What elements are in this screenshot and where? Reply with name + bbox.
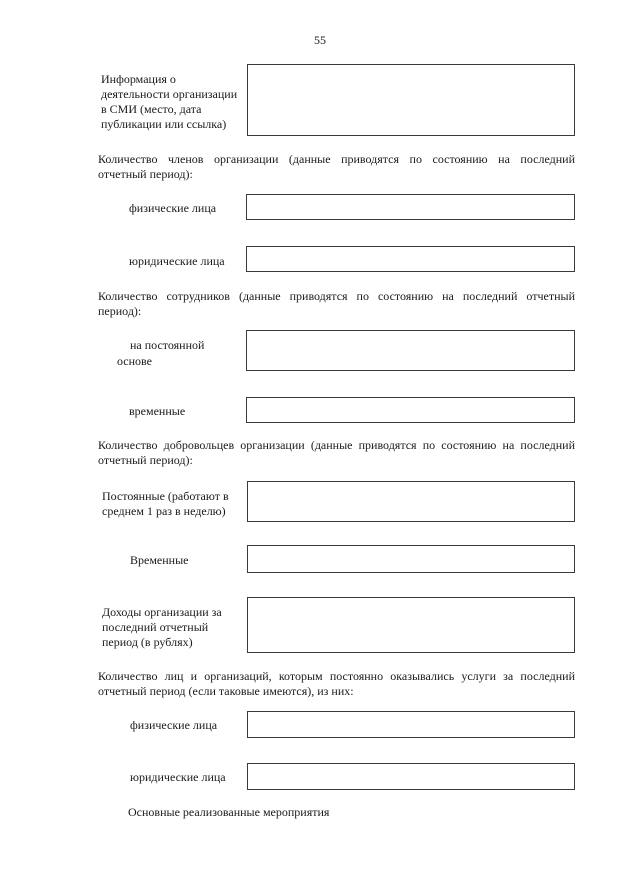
volunteers-temporary-field[interactable] [247, 545, 575, 573]
income-label [102, 605, 222, 650]
members-individuals-label: физические лица [129, 201, 217, 215]
volunteers-permanent-label [102, 489, 229, 519]
employees-temporary-label: временные [129, 404, 186, 418]
members-intro [98, 152, 575, 182]
income-field[interactable] [247, 597, 575, 653]
members-legal-label: юридические лица [129, 254, 225, 268]
volunteers-permanent-field[interactable] [247, 481, 575, 522]
served-individuals-field[interactable] [247, 711, 575, 738]
main-activities-heading: Основные реализованные мероприятия [128, 805, 330, 819]
employees-intro-line: Количество сотрудников (данные приводятся по состоянию на последний отчетный [98, 289, 575, 303]
members-legal-field[interactable] [246, 246, 575, 272]
served-legal-field[interactable] [247, 763, 575, 790]
employees-intro [98, 289, 575, 319]
media-info-label-line: Информация о [101, 72, 176, 86]
page-number: 55 [314, 33, 326, 47]
media-info-label-line: деятельности организации [101, 87, 238, 101]
served-legal-label: юридические лица [130, 770, 226, 784]
served-intro [98, 669, 575, 699]
employees-temporary-field[interactable] [246, 397, 575, 423]
volunteers-intro-line: Количество добровольцев организации (данные приводятся по состоянию на последний [98, 438, 575, 452]
income-label-line: период (в рублях) [102, 635, 193, 649]
employees-permanent-label-line: на постоянной [130, 338, 205, 352]
volunteers-intro-line: отчетный период): [98, 453, 193, 467]
employees-permanent-field[interactable] [246, 330, 575, 371]
members-individuals-field[interactable] [246, 194, 575, 220]
volunteers-temporary-label: Временные [130, 553, 189, 567]
employees-intro-line: период): [98, 304, 142, 318]
served-intro-line: Количество лиц и организаций, которым постоянно оказывались услуги за последний [98, 669, 575, 683]
income-label-line: Доходы организации за [102, 605, 222, 619]
media-info-label [101, 72, 237, 132]
employees-permanent-label [117, 338, 205, 369]
media-info-label-line: публикации или ссылка) [101, 117, 227, 131]
volunteers-intro [98, 438, 575, 468]
media-info-field[interactable] [247, 64, 575, 136]
income-label-line: последний отчетный [102, 620, 209, 634]
volunteers-permanent-label-line: среднем 1 раз в неделю) [102, 504, 226, 518]
served-intro-line: отчетный период (если таковые имеются), из них: [98, 684, 354, 698]
volunteers-permanent-label-line: Постоянные (работают в [102, 489, 229, 503]
media-info-label-line: в СМИ (место, дата [101, 102, 202, 116]
employees-permanent-label-line: основе [117, 354, 152, 368]
served-individuals-label: физические лица [130, 718, 218, 732]
members-intro-line: отчетный период): [98, 167, 193, 181]
members-intro-line: Количество членов организации (данные приводятся по состоянию на последний [98, 152, 575, 166]
